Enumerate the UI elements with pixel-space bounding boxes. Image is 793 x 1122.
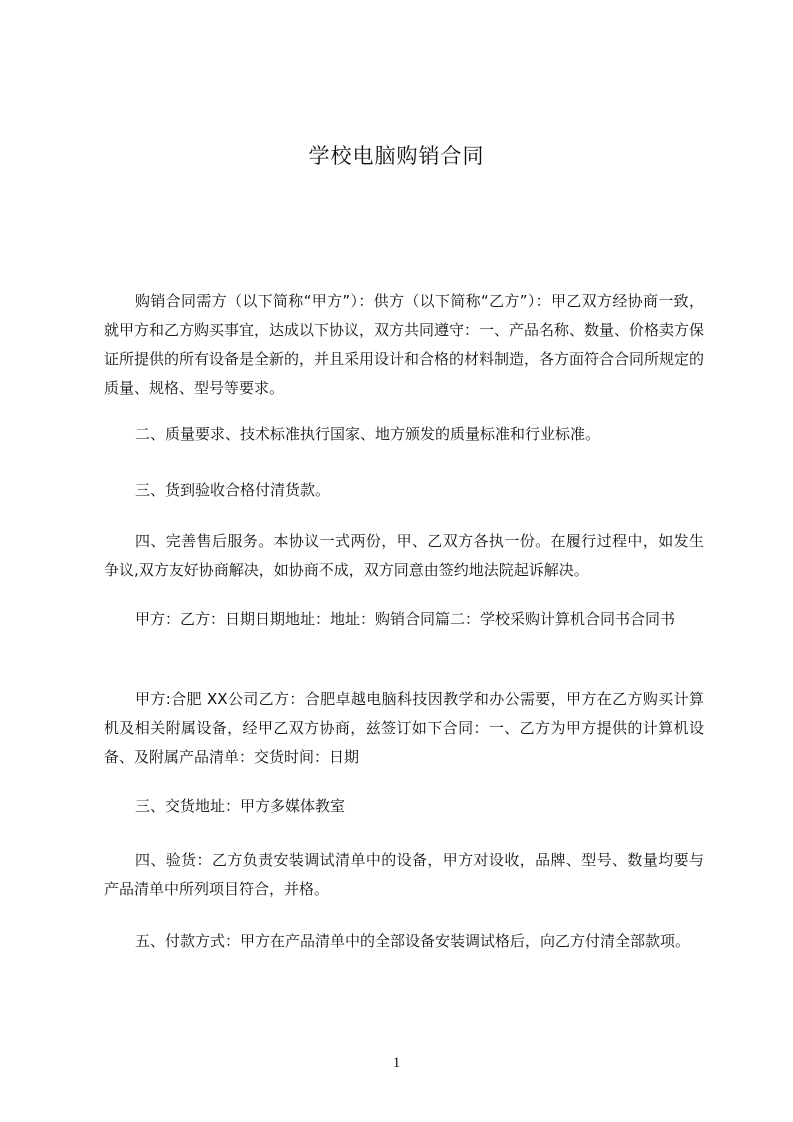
page-number: 1	[392, 1055, 401, 1071]
paragraph-after-sales: 四、完善售后服务。本协议一式两份，甲、乙双方各执一份。在履行过程中，如发生争议,双方友好协商解决，如协商不成，双方同意由签约地法院起诉解决。	[104, 532, 704, 579]
paragraph-payment-method: 五、付款方式：甲方在产品清单中的全部设备安装调试格后，向乙方付清全部款项。	[135, 932, 691, 950]
paragraph-signatures-and-contract-two: 甲方：乙方：日期日期地址：地址：购销合同篇二：学校采购计算机合同书合同书	[135, 610, 676, 628]
paragraph-payment-on-acceptance: 三、货到验收合格付清货款。	[135, 481, 331, 499]
paragraph-delivery-address: 三、交货地址：甲方多媒体教室	[135, 797, 346, 815]
paragraph-intro: 购销合同需方（以下简称“甲方”）：供方（以下简称“乙方”）：甲乙双方经协商一致，就甲方和乙方购买事宜，达成以下协议，双方共同遵守：一、产品名称、数量、价格卖方保证所提供的所有设备是全新的，并且采用设计和合格的材料制造，各方面符合合同所规定的质量、规格、型号等要求。	[104, 292, 705, 397]
document-title: 学校电脑购销合同	[308, 144, 485, 168]
paragraph-quality-requirements: 二、质量要求、技术标准执行国家、地方颁发的质量标准和行业标准。	[135, 425, 601, 443]
paragraph-inspection: 四、验货：乙方负责安装调试清单中的设备，甲方对设收，品牌、型号、数量均要与产品清单中所列项目符合，并格。	[104, 851, 704, 898]
paragraph-contract-two-intro: 甲方:合肥 XX公司乙方：合肥卓越电脑科技因教学和办公需要，甲方在乙方购买计算机及相关附属设备，经甲乙双方协商，兹签订如下合同：一、乙方为甲方提供的计算机设备、及附属产品清单：交货时间：日期	[104, 690, 704, 766]
